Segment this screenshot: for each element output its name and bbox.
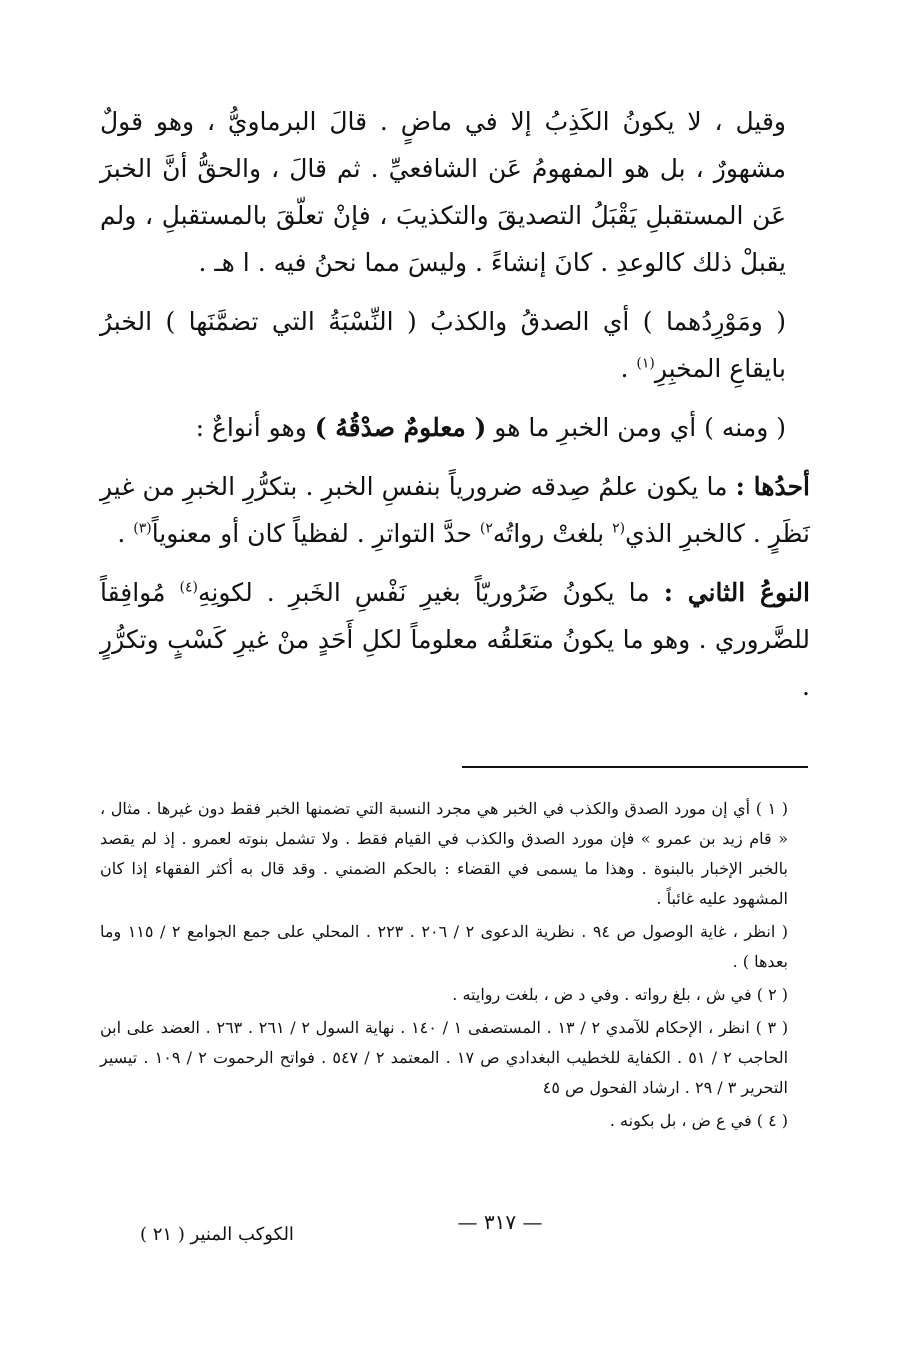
paragraph-4-end: .	[117, 519, 134, 548]
footnote-ref-1: (١)	[636, 355, 655, 372]
footnote-1-references	[100, 917, 810, 977]
main-text	[100, 98, 810, 722]
paragraph-2-open: ( ومَوْرِدُهما ) أي الصدقُ والكذبُ ( النِّسْبَةُ التي تضمَّنَها ) الخبرُ بايقاعِ المخبِرِ	[100, 307, 786, 383]
book-signature: الكوكب المنير ( ٢١ )	[140, 1224, 294, 1245]
paragraph-1	[100, 98, 810, 286]
footnote-ref-2-close: ٢)	[479, 520, 493, 537]
paragraph-5	[100, 569, 810, 710]
footnote-1-text: ( ١ ) أي إن مورد الصدق والكذب في الخبر هي مجرد النسبة التي تضمنها الخبر فقط دون غيرها . مثال ، « قام زيد بن عمرو » فإن مورد الصدق والكذب في القيام فقط . ولا تشمل بنوته لعمرو . إذ لم يقصد بالخبر الإخبار بالبنوة . وهذا ما يسمى في القضاء : بالحكم الضمني . وقد قال به أكثر الفقهاء إذا كان المشهود عليه غائباً .	[100, 799, 788, 908]
footnotes	[100, 794, 810, 1139]
footnote-2-text: ( ٢ ) في ش ، بلغ رواته . وفي د ض ، بلغت روايته .	[452, 985, 788, 1004]
page-footer	[100, 1210, 810, 1250]
paragraph-5-a: ما يكونُ ضَرُوريّاً بغيرِ نَفْسِ الخَبرِ . لكونِهِ	[197, 578, 664, 607]
paragraph-3	[100, 404, 810, 451]
paragraph-2	[100, 298, 810, 392]
footnote-4-text: ( ٤ ) في ع ض ، بل بكونه .	[609, 1111, 788, 1130]
footnote-3	[100, 1013, 810, 1103]
footnote-ref-2-open: (٢	[612, 520, 626, 537]
footnote-4	[100, 1106, 810, 1136]
paragraph-1-text: وقيل ، لا يكونُ الكَذِبُ إلا في ماضٍ . قالَ البرماويُّ ، وهو قولٌ مشهورٌ ، بل هو المفهومُ عَن الشافعيِّ . ثم قالَ ، والحقُّ أنَّ الخبرَ عَن المستقبلِ يَقْبَلُ التصديقَ والتكذيبَ ، فإنْ تعلّقَ بالمستقبلِ ، ولم يقبلْ ذلك كالوعدِ . كانَ إنشاءً . وليسَ مما نحنُ فيه . ا هـ .	[100, 107, 786, 277]
paragraph-3-text	[100, 404, 810, 451]
paragraph-5-b: مُوافِقاً للضَّروري . وهو ما يكونُ متعَلقُه معلوماً لكلِ أَحَدٍ منْ غيرِ كَسْبٍ وتكرُّرٍ .	[100, 578, 810, 701]
footnote-1	[100, 794, 810, 914]
footnote-ref-4: (٤)	[179, 579, 198, 596]
paragraph-5-heading: النوعُ الثاني :	[663, 578, 810, 607]
paragraph-4-a: ما يكون علمُ صِدقه ضرورياً بنفسِ الخبرِ . بتكرُّرِ الخبرِ من غيرِ نَظَرٍ . كالخبرِ الذي	[100, 472, 810, 548]
footnote-2	[100, 980, 810, 1010]
paragraph-3-end: وهو أنواعٌ :	[195, 413, 315, 442]
footnote-3-text: ( ٣ ) انظر ، الإحكام للآمدي ٢ / ١٣ . المستصفى ١ / ١٤٠ . نهاية السول ٢ / ٢٦١ . ٢٦٣ . العضد على ابن الحاجب ٢ / ٥١ . الكفاية للخطيب البغدادي ص ١٧ . المعتمد ٢ / ٥٤٧ . فواتح الرحموت ٢ / ١٠٩ . تيسير التحرير ٣ / ٢٩ . ارشاد الفحول ص ٤٥	[100, 1018, 789, 1097]
footnote-separator	[462, 766, 808, 768]
page-number: — ٣١٧ —	[457, 1210, 543, 1234]
paragraph-3-start: ( ومنه ) أي ومن الخبرِ ما هو	[486, 413, 786, 442]
paragraph-4-c: حدَّ التواترِ . لفظياً كان أو معنوياً	[151, 519, 480, 548]
paragraph-4	[100, 463, 810, 557]
paragraph-2-text	[100, 298, 810, 392]
footnote-1-references-text: ( انظر ، غاية الوصول ص ٩٤ . نظرية الدعوى ٢ / ٢٠٦ . ٢٢٣ . المحلي على جمع الجوامع ٢ / ١١٥ وما بعدها ) .	[100, 922, 789, 971]
paragraph-3-bold: ( معلومٌ صدْقُهُ )	[314, 413, 487, 442]
paragraph-2-end: .	[620, 354, 637, 383]
paragraph-4-b: بلغتْ رواتُه	[492, 519, 613, 548]
footnote-ref-3: (٣)	[133, 520, 152, 537]
paragraph-4-heading: أحدُها :	[735, 472, 810, 501]
